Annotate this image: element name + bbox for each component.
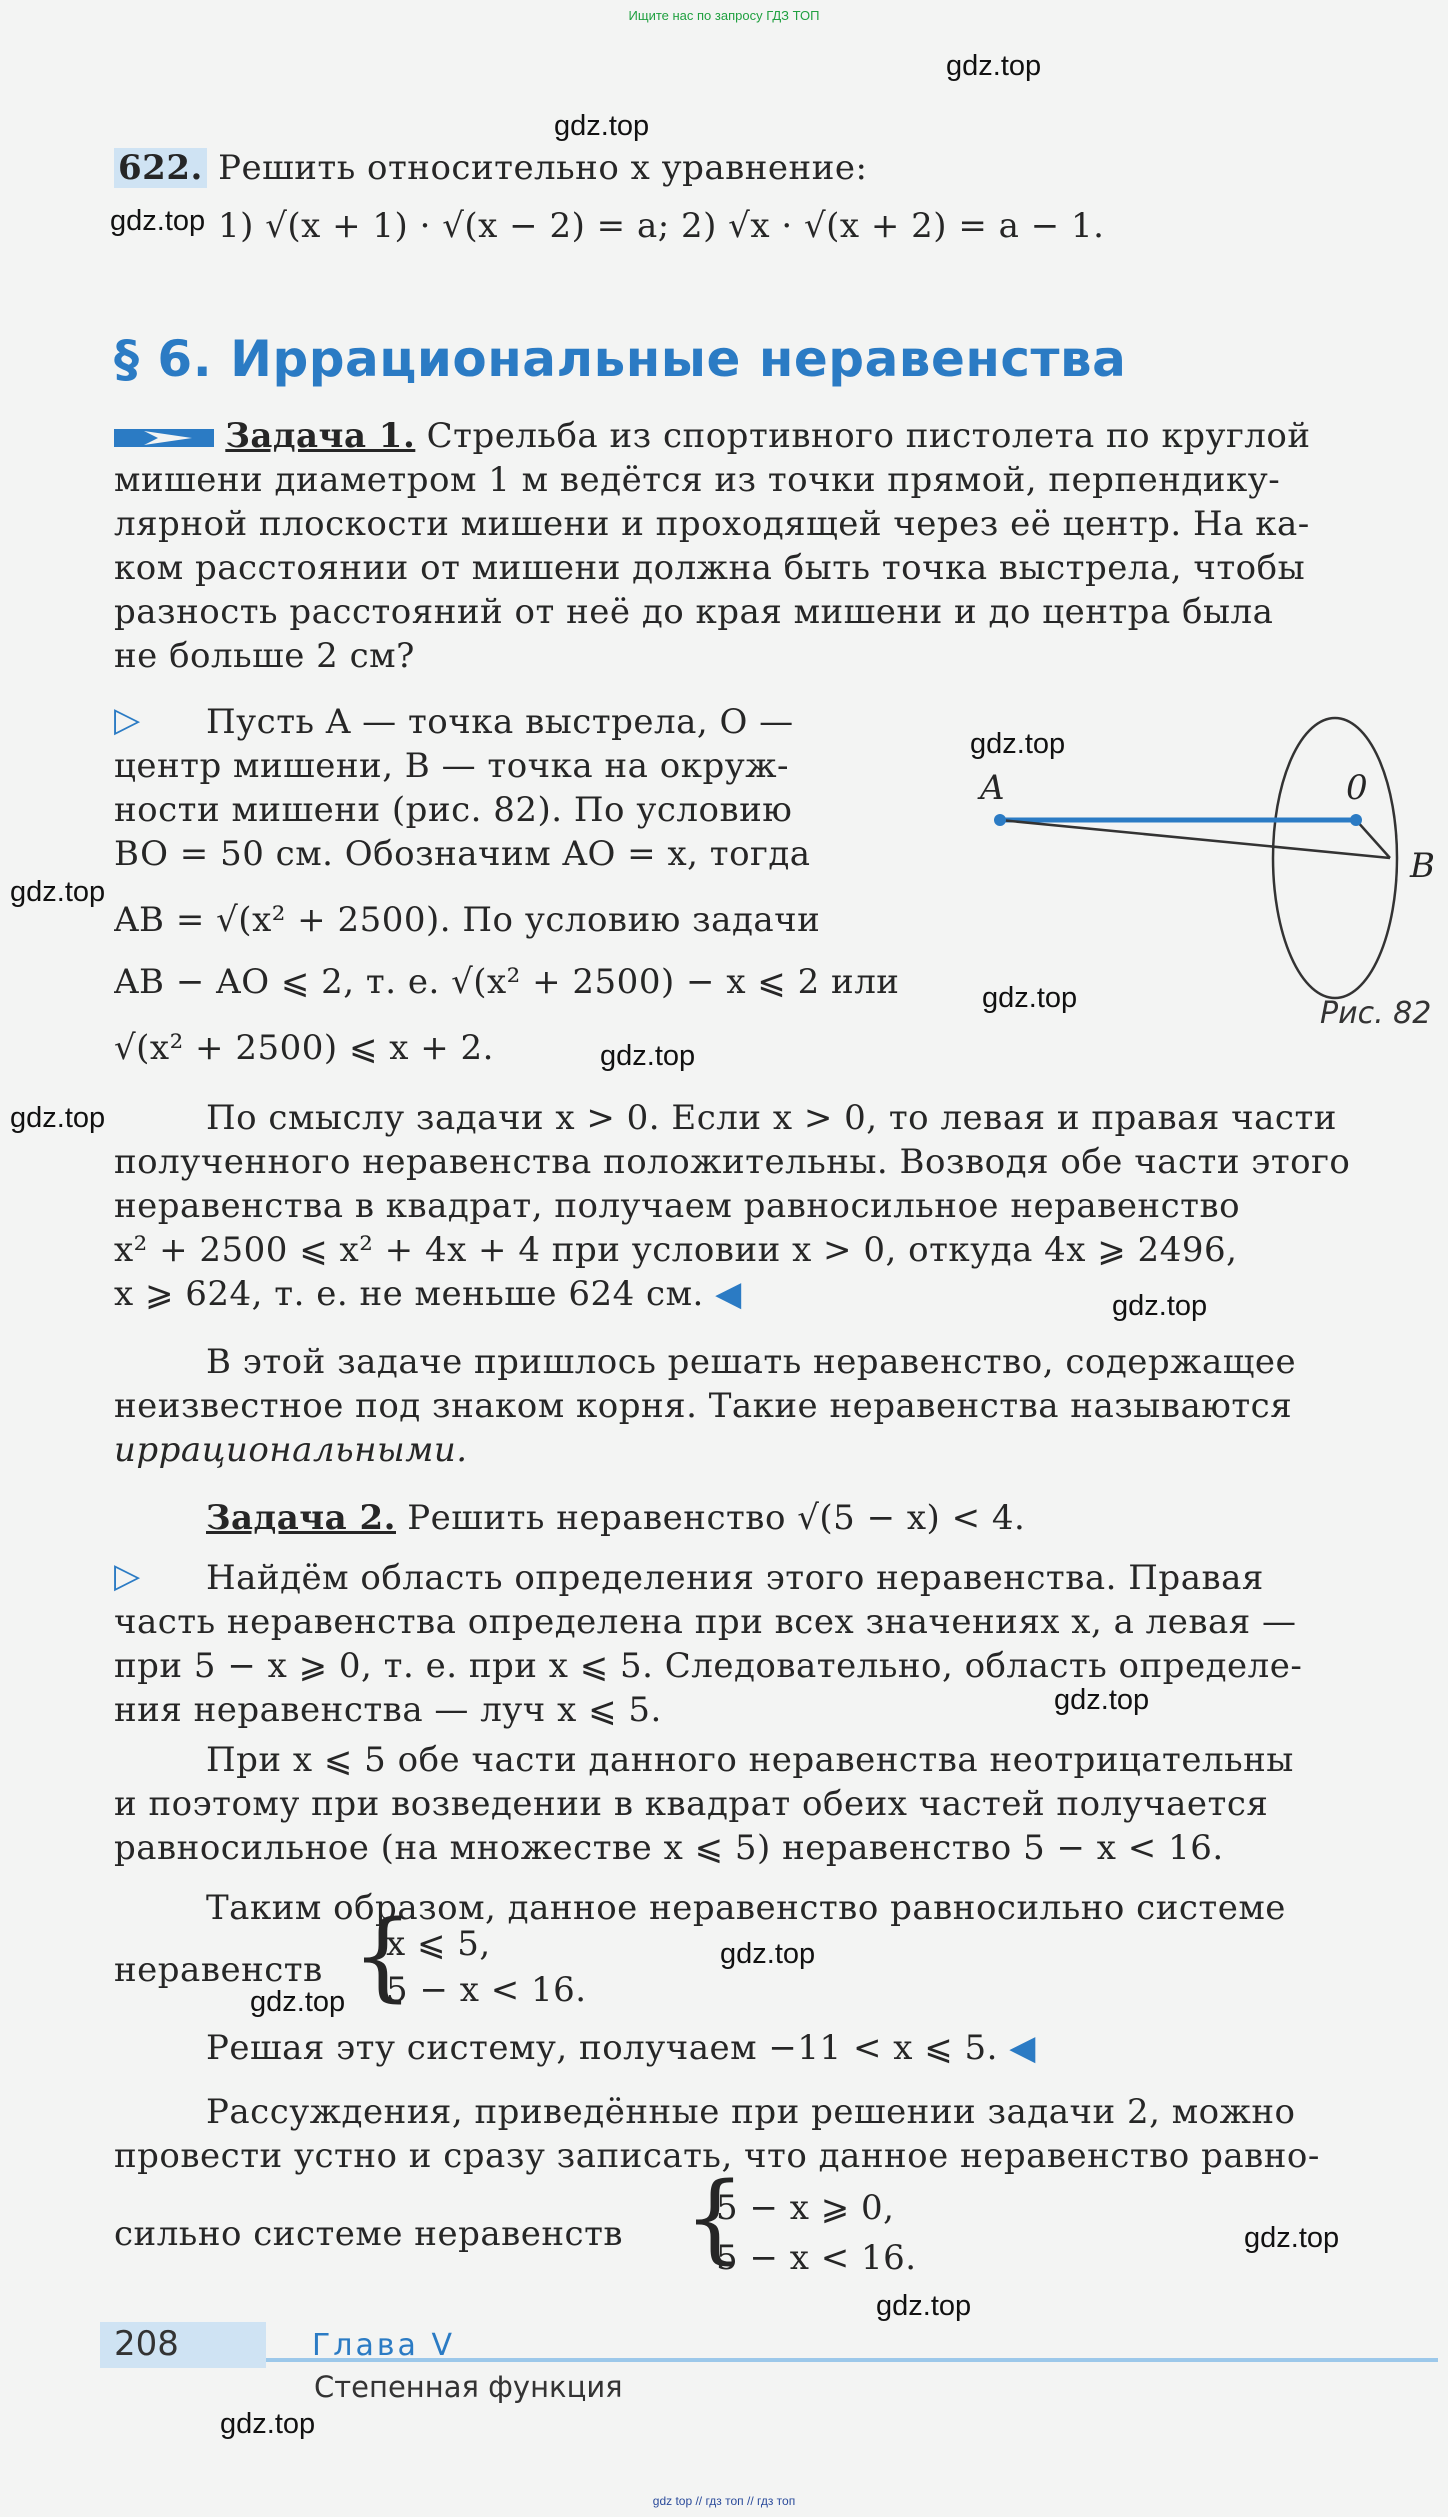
watermark: gdz.top: [1054, 1684, 1150, 1716]
watermark: gdz.top: [946, 50, 1042, 82]
figure-label-B: B: [1410, 846, 1435, 886]
task2-line-1: Найдём область определения этого неравенства. Правая: [206, 1558, 1264, 1598]
task1-line-4: ком расстоянии от мишени должна быть точка выстрела, чтобы: [114, 548, 1306, 588]
solution1-line-6: AB − AO ⩽ 2, т. е. √(x² + 2500) − x ⩽ 2 или: [114, 962, 900, 1002]
task2-p2-line-2: и поэтому при возведении в квадрат обеих частей получается: [114, 1784, 1269, 1824]
solution1-line-4: BO = 50 см. Обозначим AO = x, тогда: [114, 834, 811, 874]
watermark: gdz.top: [982, 982, 1078, 1014]
watermark: gdz.top: [1112, 1290, 1208, 1322]
task2-p2-line-1: При x ⩽ 5 обе части данного неравенства неотрицательны: [206, 1740, 1294, 1780]
task2-line-4: ния неравенства — луч x ⩽ 5.: [114, 1690, 662, 1730]
task2-line-2: часть неравенства определена при всех значениях x, а левая —: [114, 1602, 1297, 1642]
watermark: gdz.top: [10, 876, 106, 908]
solution1-p2-line-4: x² + 2500 ⩽ x² + 4x + 4 при условии x > 0, откуда 4x ⩾ 2496,: [114, 1230, 1238, 1270]
task2-p3-label: неравенств: [114, 1950, 323, 1990]
task1-line-3: лярной плоскости мишени и проходящей через её центр. На ка-: [114, 504, 1310, 544]
watermark: gdz.top: [970, 728, 1066, 760]
figure-82: [960, 708, 1448, 1008]
watermark: gdz.top: [720, 1938, 816, 1970]
watermark: gdz.top: [876, 2290, 972, 2322]
watermark: gdz.top: [600, 1040, 696, 1072]
watermark: gdz.top: [250, 1986, 346, 2018]
solution1-line-7: √(x² + 2500) ⩽ x + 2.: [114, 1028, 494, 1068]
system1-row-1: x ⩽ 5,: [386, 1924, 491, 1964]
solution1-p2-line-2: полученного неравенства положительны. Возводя обе части этого: [114, 1142, 1351, 1182]
watermark: gdz.top: [1244, 2222, 1340, 2254]
solution1-p2-line-5: x ⩾ 624, т. е. не меньше 624 см. ◀: [114, 1274, 742, 1314]
problem-622-equations: 1) √(x + 1) · √(x − 2) = a; 2) √x · √(x + 2) = a − 1.: [218, 206, 1105, 246]
solution-start-icon: ▷: [114, 700, 141, 740]
task2-p2-line-3: равносильное (на множестве x ⩽ 5) неравенство 5 − x < 16.: [114, 1828, 1224, 1868]
figure-label-O: 0: [1346, 768, 1368, 808]
page-number: 208: [114, 2324, 179, 2364]
solution1-line-5: AB = √(x² + 2500). По условию задачи: [114, 900, 821, 940]
problem-622-statement: 622. Решить относительно x уравнение:: [114, 146, 1440, 190]
chapter-subtitle: Степенная функция: [314, 2370, 623, 2404]
solution1-p3-line-2: неизвестное под знаком корня. Такие неравенства называются: [114, 1386, 1293, 1426]
system1-row-2: 5 − x < 16.: [386, 1970, 587, 2010]
segment-OB: [1356, 820, 1390, 858]
task1-line-5: разность расстояний от неё до края мишени и до центра была: [114, 592, 1274, 632]
task2-p3-line-1: Таким образом, данное неравенство равносильно системе: [206, 1888, 1286, 1928]
solution1-p2-line-1: По смыслу задачи x > 0. Если x > 0, то левая и правая части: [206, 1098, 1337, 1138]
solution-end-icon: ◀: [1009, 2028, 1036, 2068]
problem-number: 622.: [114, 148, 207, 188]
task-marker-icon: [114, 427, 214, 449]
task2-p4-line-1: Рассуждения, приведённые при решении задачи 2, можно: [206, 2092, 1296, 2132]
solution1-line-1: Пусть A — точка выстрела, O —: [206, 702, 794, 742]
solution1-line-3: ности мишени (рис. 82). По условию: [114, 790, 793, 830]
system2-row-1: 5 − x ⩾ 0,: [716, 2188, 895, 2228]
solution-start-icon: ▷: [114, 1556, 141, 1596]
watermark: gdz.top: [10, 1102, 106, 1134]
system-brace: {: [352, 1900, 414, 2012]
solution1-p3-line-1: В этой задаче пришлось решать неравенство, содержащее: [206, 1342, 1297, 1382]
section-title: § 6. Иррациональные неравенства: [114, 330, 1127, 388]
task2-line-3: при 5 − x ⩾ 0, т. е. при x ⩽ 5. Следовательно, область определе-: [114, 1646, 1303, 1686]
watermark: gdz.top: [220, 2408, 316, 2440]
task2-p4-line-2: провести устно и сразу записать, что данное неравенство равно-: [114, 2136, 1320, 2176]
watermark: gdz.top: [110, 205, 206, 237]
solution1-p3-line-3: иррациональными.: [114, 1430, 468, 1470]
solution-end-icon: ◀: [715, 1274, 742, 1314]
chapter-label: Глава V: [312, 2328, 455, 2363]
task1-line-2: мишени диаметром 1 м ведётся из точки прямой, перпендику-: [114, 460, 1281, 500]
top-banner[interactable]: Ищите нас по запросу ГДЗ ТОП: [628, 8, 820, 23]
task2-statement: Задача 2. Решить неравенство √(5 − x) < 4.: [206, 1498, 1026, 1538]
task2-result: Решая эту систему, получаем −11 < x ⩽ 5. ◀: [206, 2028, 1036, 2068]
task1-line-6: не больше 2 см?: [114, 636, 415, 676]
solution1-p2-line-3: неравенства в квадрат, получаем равносильное неравенство: [114, 1186, 1241, 1226]
point-A: [994, 814, 1006, 826]
task2-p4-label: сильно системе неравенств: [114, 2214, 624, 2254]
point-O: [1350, 814, 1362, 826]
figure-caption: Рис. 82: [1320, 996, 1432, 1031]
figure-label-A: A: [980, 768, 1005, 808]
task1-line-1: Задача 1. Стрельба из спортивного пистолета по круглой: [114, 414, 1440, 458]
segment-AB: [1000, 820, 1390, 858]
system-brace: {: [684, 2162, 746, 2274]
system2-row-2: 5 − x < 16.: [716, 2238, 917, 2278]
watermark: gdz.top: [554, 110, 650, 142]
bottom-banner[interactable]: gdz top // гдз топ // гдз топ: [652, 2494, 796, 2508]
solution1-line-2: центр мишени, B — точка на окруж-: [114, 746, 789, 786]
